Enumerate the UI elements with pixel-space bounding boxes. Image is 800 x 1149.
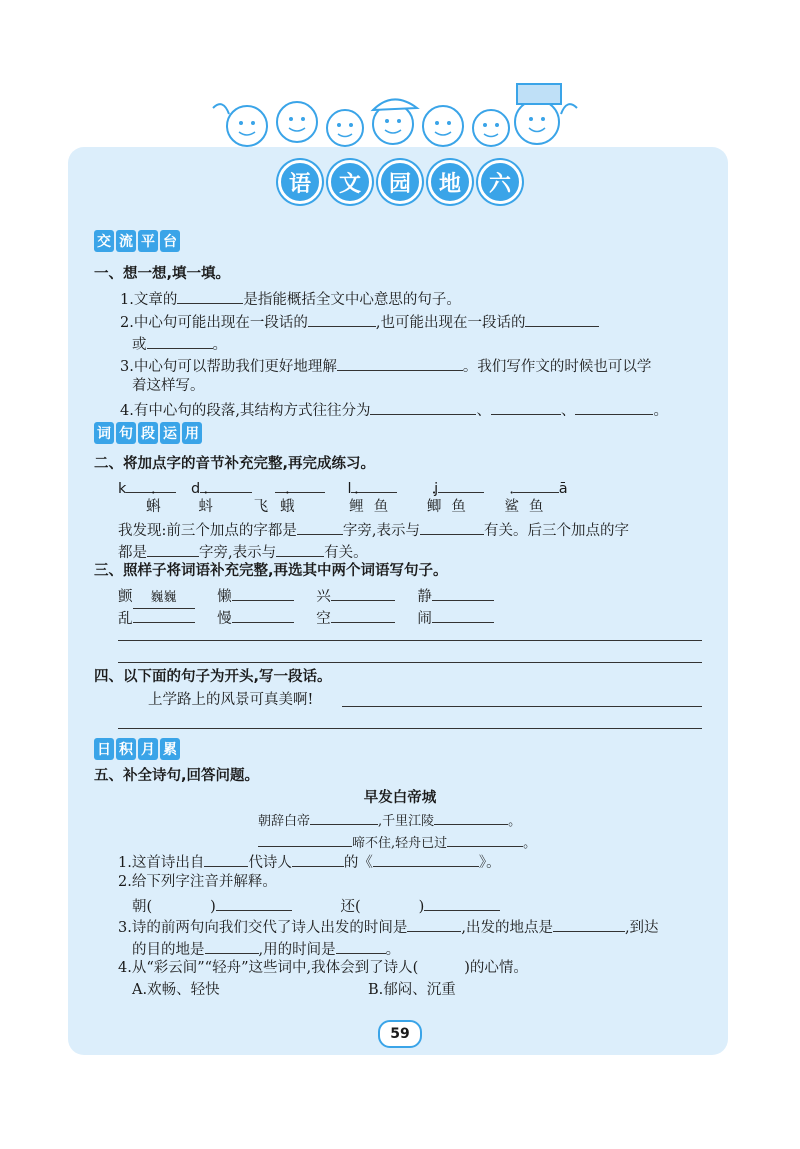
answer-blank[interactable]	[276, 540, 324, 557]
q1-line3-cont: 着这样写。	[132, 378, 205, 394]
poem-title: 早发白帝城	[363, 790, 437, 806]
section-tag-char: 段	[138, 422, 158, 444]
q5-line1: 1.这首诗出自 代诗人 的《 》。	[118, 850, 501, 873]
section-tag-char: 词	[94, 422, 114, 444]
answer-blank[interactable]	[525, 310, 599, 327]
section-tag-char: 用	[182, 422, 202, 444]
example-fill: 巍巍	[133, 588, 195, 609]
q2-finding-2: 都是 字旁,表示与 有关。	[118, 540, 368, 563]
writing-line[interactable]	[342, 706, 702, 707]
answer-blank[interactable]	[575, 398, 653, 415]
q4-starter: 上学路上的风景可真美啊!	[148, 692, 314, 708]
answer-blank[interactable]	[310, 808, 378, 825]
answer-blank[interactable]	[177, 287, 243, 304]
page-number: 59	[378, 1020, 422, 1048]
page-title	[0, 160, 800, 204]
option-a[interactable]: A.欢畅、轻快	[132, 982, 220, 998]
children-illustration	[205, 78, 585, 154]
answer-blank[interactable]	[337, 354, 463, 371]
answer-blank[interactable]	[216, 894, 292, 911]
q3-heading: 三、照样子将词语补充完整,再选其中两个词语写句子。	[94, 563, 448, 579]
q1-line3: 3.中心句可以帮助我们更好地理解 。我们写作文的时候也可以学	[120, 354, 651, 377]
dotted-char: 鲫	[426, 499, 442, 515]
q5-line3-cont: 的目的地是 ,用的时间是 。	[132, 937, 400, 960]
answer-blank[interactable]	[420, 518, 484, 535]
section-tag-char: 平	[138, 230, 158, 252]
answer-blank[interactable]	[434, 808, 508, 825]
q1-line4: 4.有中心句的段落,其结构方式往往分为 、 、 。	[120, 398, 668, 421]
answer-blank[interactable]	[292, 850, 344, 867]
pinyin-row: k d l j ā	[118, 476, 568, 499]
answer-blank[interactable]	[232, 584, 294, 601]
dotted-char: 鲨	[504, 499, 519, 515]
section-tag-char: 日	[94, 738, 114, 760]
q3-row1: 颤 巍巍 懒 兴 静	[118, 584, 494, 609]
q2-finding-1: 我发现:前三个加点的字都是 字旁,表示与 有关。后三个加点的字	[118, 518, 629, 541]
title-char: 六	[478, 160, 522, 204]
dotted-char: 鲤	[349, 499, 364, 515]
q1-heading: 一、想一想,填一填。	[94, 266, 231, 282]
poem-line-2: 啼不住,轻舟已过 。	[258, 830, 536, 854]
q1-line2: 2.中心句可能出现在一段话的 ,也可能出现在一段话的	[120, 310, 599, 333]
answer-blank[interactable]	[331, 606, 395, 623]
answer-blank[interactable]	[447, 830, 523, 847]
answer-blank[interactable]	[432, 584, 494, 601]
section-tag-char: 积	[116, 738, 136, 760]
answer-blank[interactable]	[407, 915, 461, 932]
q4-heading: 四、以下面的句子为开头,写一段话。	[94, 669, 332, 685]
pinyin-blank[interactable]	[513, 476, 559, 493]
poem-line-1: 朝辞白帝 ,千里江陵 。	[258, 808, 521, 832]
answer-blank[interactable]	[204, 850, 248, 867]
q1-line2-cont: 或 。	[132, 332, 227, 355]
answer-blank[interactable]	[232, 606, 294, 623]
section-tag-char: 累	[160, 738, 180, 760]
answer-blank[interactable]	[133, 606, 195, 623]
q5-line3: 3.诗的前两句向我们交代了诗人出发的时间是 ,出发的地点是 ,到达	[118, 915, 659, 938]
answer-blank[interactable]	[308, 310, 376, 327]
section-tag-char: 句	[116, 422, 136, 444]
answer-blank[interactable]	[205, 937, 259, 954]
option-b[interactable]: B.郁闷、沉重	[368, 982, 456, 998]
title-char: 地	[428, 160, 472, 204]
q5-line2-chars: 朝( ) 还( )	[132, 894, 500, 917]
section-tag-char: 月	[138, 738, 158, 760]
answer-blank[interactable]	[424, 894, 500, 911]
writing-line[interactable]	[118, 728, 702, 729]
answer-blank[interactable]	[331, 584, 395, 601]
q2-heading: 二、将加点字的音节补充完整,再完成练习。	[94, 456, 376, 472]
section-tag-char: 运	[160, 422, 180, 444]
pinyin-blank[interactable]	[438, 476, 484, 493]
answer-blank[interactable]	[370, 398, 476, 415]
section-tag-usage	[94, 422, 202, 446]
q5-line2: 2.给下列字注音并解释。	[118, 874, 277, 890]
answer-blank[interactable]	[297, 518, 343, 535]
answer-blank[interactable]	[258, 830, 352, 847]
dotted-char: 蝌	[146, 499, 161, 515]
q1-line1: 1.文章的 是指能概括全文中心意思的句子。	[120, 287, 461, 310]
section-tag-char: 交	[94, 230, 114, 252]
answer-blank[interactable]	[336, 937, 386, 954]
word-row: 蝌 蚪 飞 蛾 鲤 鱼 鲫 鱼 鲨 鱼	[146, 499, 544, 515]
writing-line[interactable]	[118, 640, 702, 641]
dotted-char: 蛾	[280, 499, 295, 515]
section-tag-exchange	[94, 230, 180, 254]
dotted-char: 蚪	[198, 499, 213, 515]
title-char: 语	[278, 160, 322, 204]
answer-blank[interactable]	[147, 540, 199, 557]
answer-blank[interactable]	[147, 332, 213, 349]
section-tag-accumulate	[94, 738, 180, 762]
q5-heading: 五、补全诗句,回答问题。	[94, 768, 260, 784]
answer-blank[interactable]	[373, 850, 479, 867]
answer-blank[interactable]	[491, 398, 561, 415]
answer-blank[interactable]	[553, 915, 625, 932]
title-char: 园	[378, 160, 422, 204]
q3-row2: 乱 慢 空 闹	[118, 606, 494, 629]
section-tag-char: 台	[160, 230, 180, 252]
pinyin-blank[interactable]	[275, 476, 325, 493]
answer-blank[interactable]	[432, 606, 494, 623]
title-char: 文	[328, 160, 372, 204]
q5-line4: 4.从“彩云间”“轻舟”这些词中,我体会到了诗人( )的心情。	[118, 960, 528, 976]
writing-line[interactable]	[118, 662, 702, 663]
section-tag-char: 流	[116, 230, 136, 252]
